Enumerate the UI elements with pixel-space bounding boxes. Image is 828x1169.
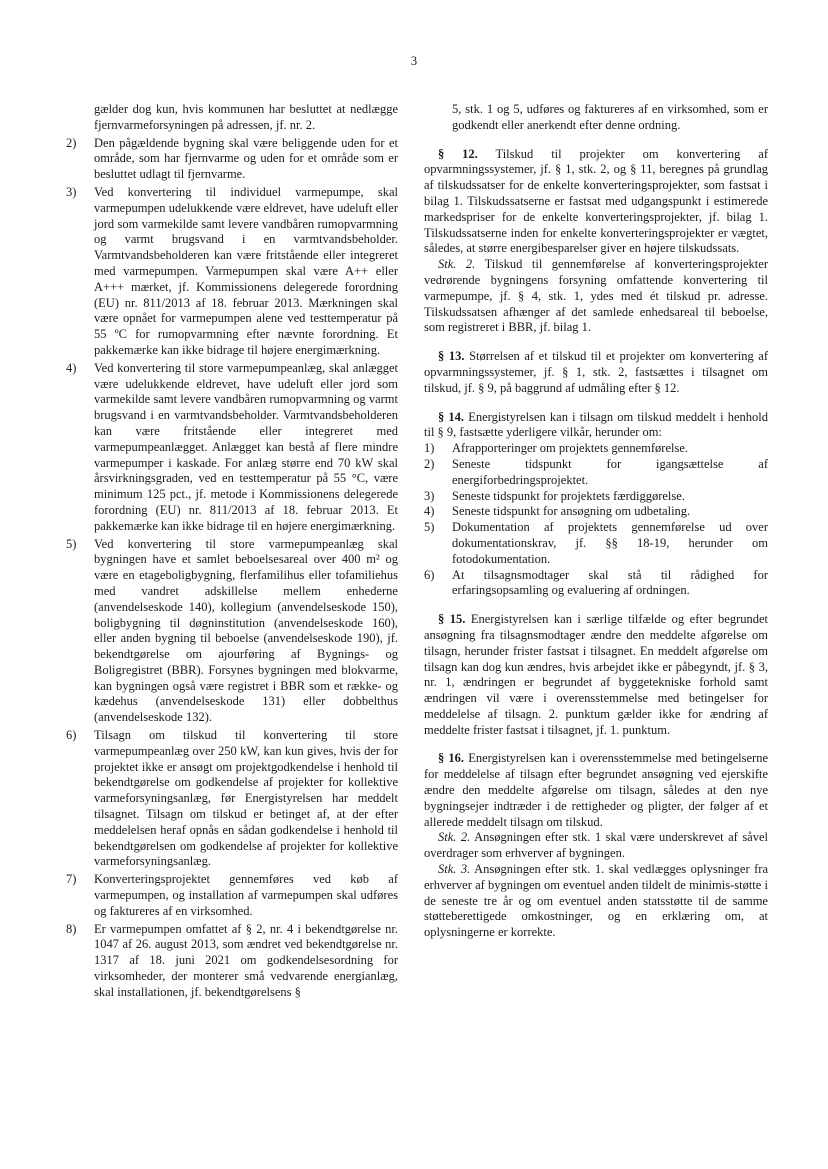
item-number: 4) xyxy=(66,360,77,375)
item-text: Den pågældende bygning skal være beliggende uden for et område, som har fjernvarme og uden for et område som er besluttet udlagt til fjernvarme. xyxy=(94,135,398,182)
list-item xyxy=(424,504,768,520)
item-number: 3) xyxy=(424,488,435,503)
list-item xyxy=(66,922,398,1001)
item-number: 8) xyxy=(66,921,77,936)
section-16-stk-2 xyxy=(424,830,768,862)
stk-label: Stk. 3. xyxy=(438,862,471,877)
item-text: Seneste tidspunkt for projektets færdiggørelse. xyxy=(452,488,685,503)
list-item xyxy=(66,537,398,727)
stk-label: Stk. 2. xyxy=(438,257,476,272)
section-number: § 16. xyxy=(438,751,465,766)
item-number: 3) xyxy=(66,184,77,199)
list-item xyxy=(66,872,398,919)
item-text: Er varmepumpen omfattet af § 2, nr. 4 i bekendtgørelse nr. 1047 af 26. august 2013, som ændret ved bekendtgørelse nr. 1317 af 18. juni 2021 om godkendelsesordning for virksomheder, der monterer små vedvarende energianlæg, skal installationen, jf. bekendtgørelsens § xyxy=(94,921,398,999)
right-column xyxy=(424,102,768,941)
left-column xyxy=(66,102,398,1001)
section-text: Tilskud til projekter om konvertering af opvarmningssystemer, jf. § 1, stk. 2, og § 11, beregnes på grundlag af tilskudssatser for de enkelte konverteringsprojekter, som fastsat i bilag 1. Tilskudssatserne er fastsat med udgangspunkt i estimerede markedspriser for de enkelte konverteringsprojekter, jf. bilag 1. Tilskudssatserne inden for enkelte konverteringsprojekter er vægtet, således, at større energibesparelser giver en højere tilskudssats. xyxy=(424,146,769,256)
item-number: 6) xyxy=(66,728,77,743)
section-text: Størrelsen af et tilskud til et projekter om konvertering af opvarmningssystemer, jf. § 1, stk. 2, fastsættes i tilsagnet om tilskud, jf. § 9, på baggrund af udmåling efter § 12. xyxy=(424,349,769,395)
page-number: 3 xyxy=(410,54,418,68)
list-item xyxy=(424,457,768,489)
continued-item-text: gælder dog kun, hvis kommunen har besluttet at nedlægge fjernvarmeforsyningen på adressen, jf. nr. 2. xyxy=(94,102,398,132)
section-12 xyxy=(424,147,768,258)
item-text: Ved konvertering til individuel varmepumpe, skal varmepumpen udelukkende være eldrevet, have udeluft eller jord som varmekilde samt levere vandbåren rumopvarmning og varmt brugsvand i en varmtvandsbeholder. Varmtvandsbeholderen kan være fritstående eller integreret med varmepumpen. Varmepumpen skal være A++ eller A+++ mærket, jf. Kommissionens delegerede forordning (EU) nr. 811/2013 af 18. februar 2013. Mærkningen skal være opnået for varmepumpen alene ved testtemperatur på 55 ºC for rumopvarmning efter nævnte forordning. Et pakkemærke kan ikke bidrage til højere energimærkning. xyxy=(94,184,398,357)
stk-text: Tilskud til gennemførelse af konverteringsprojekter vedrørende bygningens forsyning omfattende konvertering til varmepumpe, jf. § 4, stk. 1, ydes med ét tilskud pr. adresse. Tilskudssatsen afhænger af det samlede enhedsareal til beboelse, som registreret i BBR, jf. bilag 1. xyxy=(424,257,768,335)
section-13 xyxy=(424,349,768,396)
item-number: 2) xyxy=(424,456,435,471)
section-14 xyxy=(424,410,768,442)
item-number: 5) xyxy=(424,520,435,535)
section-text: Energistyrelsen kan i overensstemmelse med betingelserne for meddelelse af tilsagn efter begrundet ansøgning ved ejerskifte ændre den meddelte afgørelse om tilsagn, således at den nye bygningsejer indtræder i de rettigheder og pligter, der følger af et allerede meddelt tilsagn om tilskud. xyxy=(424,751,768,829)
section-number: § 13. xyxy=(438,349,465,364)
item-text: Afrapporteringer om projektets gennemførelse. xyxy=(452,441,689,456)
section-16-stk-3 xyxy=(424,862,768,941)
list-item xyxy=(424,489,768,505)
stk-label: Stk. 2. xyxy=(438,830,471,845)
item-text: Konverteringsprojektet gennemføres ved køb af varmepumpen, og installation af varmepumpen skal udføres og faktureres af en virksomhed. xyxy=(94,872,398,918)
section-16 xyxy=(424,751,768,830)
item-number: 7) xyxy=(66,872,77,887)
item-text: Dokumentation af projektets gennemførelse ud over dokumentationskrav, jf. §§ 18-19, herunder om fotodokumentation. xyxy=(452,520,768,566)
stk-text: Ansøgningen efter stk. 1 skal være underskrevet af såvel overdrager som erhverver af bygningen. xyxy=(424,830,768,861)
list-item xyxy=(66,185,398,359)
item-text: Seneste tidspunkt for ansøgning om udbetaling. xyxy=(452,504,691,519)
section-text: Energistyrelsen kan i særlige tilfælde og efter begrundet ansøgning fra tilsagnsmodtager ændre den meddelte afgørelse om tilsagn, herunder frister fastsat i tilsagnet. En meddelt afgørelse om tilsagn kan dog kun ændres, hvis arbejdet ikke er påbegyndt, jf. § 3, nr. 1, ændringen er begrundet af byggetekniske forhold samt ændringen vil være i overensstemmelse med betingelser for meddelelse af tilsagn. 2. punktum gælder ikke for ændring af meddelte frister fastsat i tilsagnet, jf. 1. punktum. xyxy=(424,612,769,737)
item-number: 5) xyxy=(66,536,77,551)
list-item xyxy=(424,520,768,567)
item-number: 4) xyxy=(424,504,435,519)
list-item xyxy=(66,361,398,535)
item-number: 1) xyxy=(424,441,435,456)
list-item xyxy=(424,441,768,457)
item-text: Tilsagn om tilskud til konvertering til store varmepumpeanlæg over 250 kW, kan kun gives, hvis der for projektet ikke er ansøgt om projektgodkendelse i henhold til bekendtgørelse om godkendelse af projekter for kollektive varmeforsyningsanlæg, før Energistyrelsen har meddelt tilsagnet. Tilsagn om tilskud er betinget af, at der efter meddelelsen heraf opnås en sådan godkendelse i henhold til bekendtgørelsen om godkendelse af projekter for kollektive varmeforsyningsanlæg. xyxy=(94,728,398,869)
stk-text: Ansøgningen efter stk. 1. skal vedlægges oplysninger fra erhverver af bygningen om eventuel anden tildelt de minimis-støtte i de seneste tre år og om eventuel anden statsstøtte til de samme støtteberettigede omkostninger, og en erklæring om, at oplysningerne er korrekte. xyxy=(424,862,769,940)
item-number: 6) xyxy=(424,567,435,582)
list-item xyxy=(66,136,398,183)
item-text: Ved konvertering til store varmepumpeanlæg, skal anlægget være udelukkende eldrevet, have udeluft eller jord som varmekilde samt levere vandbåren rumopvarmning og varmt brugsvand i en varmtvandsbeholder. Varmtvandsbeholderen kan være fritstående eller integreret med varmepumpeanlægget. Anlægget kan bestå af flere mindre varmepumper i kaskade. For anlæg større end 70 kW skal årsvirkningsgraden, ved en testtemperatur på 55 °C, være minimum 125 pct., jf. metode i Kommissionens delegerede forordning (EU) nr. 811/2013 af 18. februar 2013. Et pakkemærke kan ikke bidrage til en højere energimærkning. xyxy=(94,360,398,533)
section-number: § 14. xyxy=(438,409,465,424)
item-text: At tilsagnsmodtager skal stå til rådighed for erfaringsopsamling og evaluering af ordningen. xyxy=(452,567,768,598)
section-text: Energistyrelsen kan i tilsagn om tilskud meddelt i henhold til § 9, fastsætte yderligere vilkår, herunder om: xyxy=(424,409,768,440)
list-item xyxy=(66,728,398,870)
item-text: Seneste tidspunkt for igangsættelse af energiforbedringsprojektet. xyxy=(452,456,768,487)
continued-item-text: 5, stk. 1 og 5, udføres og faktureres af en virksomhed, som er godkendt eller anerkendt efter denne ordning. xyxy=(452,102,768,132)
item-text: Ved konvertering til store varmepumpeanlæg skal bygningen have et samlet beboelsesareal over 400 m² og være en etageboligbygning, flerfamilihus eller tofamiliehus med vandret adskillelse mellem enhederne (anvendelseskode 140), kollegium (anvendelseskode 150), boligbygning til døgninstitution (anvendelseskode 160), eller anden bygning til beboelse (anvendelseskode 190), jf. bekendtgørelse om ajourføring af Bygnings- og Boligregistret (BBR). Forsynes bygningen med blokvarme, kan bygningen også være registret i BBR som et række- og kædehus (anvendelseskode 131) eller dobbelthus (anvendelseskode 132). xyxy=(94,536,398,725)
section-12-stk-2 xyxy=(424,257,768,336)
section-number: § 15. xyxy=(438,612,466,627)
item-number: 2) xyxy=(66,135,77,150)
section-number: § 12. xyxy=(438,146,478,161)
list-item xyxy=(424,568,768,600)
section-15 xyxy=(424,612,768,738)
